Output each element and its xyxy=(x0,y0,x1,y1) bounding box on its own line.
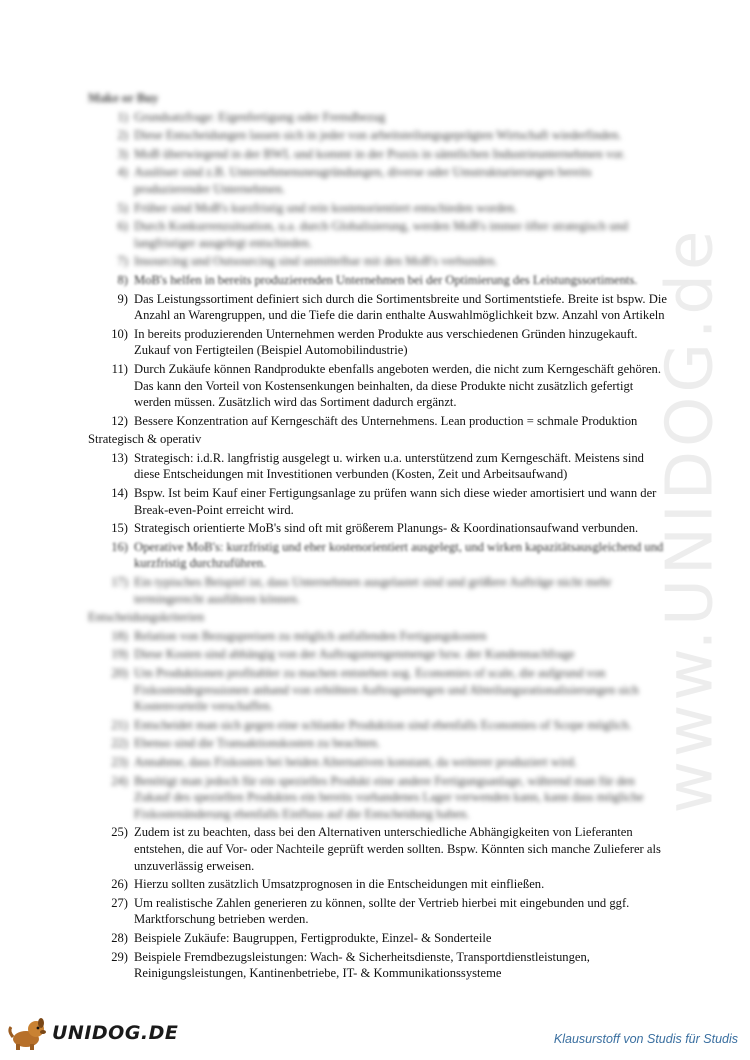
list-item xyxy=(88,326,668,359)
footer-logo xyxy=(6,1013,178,1053)
item-text: Zudem ist zu beachten, dass bei den Alternativen unterschiedliche Abhängigkeiten von Lieferanten entstehen, die auf Vor- oder Nachteile geprüft werden sollten. Bspw. Könnten sich manche Zulieferer als unzuverlässig erweisen. xyxy=(134,825,661,873)
item-text: Insourcing und Outsourcing sind unmittelbar mit den MoB's verbunden. xyxy=(134,254,498,269)
list-item xyxy=(88,291,668,324)
item-text: Entscheidet man sich gegen eine schlanke Produktion sind ebenfalls Economies of Scope möglich. xyxy=(134,717,632,732)
item-text: In bereits produzierenden Unternehmen werden Produkte aus verschiedenen Gründen hinzugekauft. Zukauf von Fertigteilen (Beispiel Automobilindustrie) xyxy=(134,326,638,358)
list-item xyxy=(88,146,668,163)
item-text: Operative MoB's: kurzfristig und eher kostenorientiert ausgelegt, und wirken kapazitätsausgleichend und kurzfristig durchzuführen. xyxy=(134,539,664,571)
item-text: Ebenso sind die Transaktionskosten zu beachten. xyxy=(134,736,381,751)
list-item xyxy=(88,109,668,126)
list-item xyxy=(88,450,668,483)
item-number: 28) xyxy=(111,930,128,945)
list-item xyxy=(88,520,668,537)
item-number: 8) xyxy=(117,272,128,287)
item-text: Auslöser sind z.B. Unternehmensneugründungen, diverse oder Umstrukturierungen bereits produzierender Unternehmen. xyxy=(134,165,592,196)
item-text: MoB überwiegend in der BWL und kommt in der Praxis in sämtlichen Industrieunternehmen vor. xyxy=(134,146,626,161)
item-text: Um realistische Zahlen generieren zu können, sollte der Vertrieb hierbei mit eingebunden und ggf. Marktforschung betrieben werden. xyxy=(134,895,630,927)
list-item xyxy=(88,539,668,572)
item-number: 15) xyxy=(111,521,128,536)
dog-mascot-icon xyxy=(6,1015,50,1051)
item-text: Durch Konkurrenzsituation, u.a. durch Globalisierung, werden MoB's immer öfter strategisch und langfristiger ausgelegt entschieden. xyxy=(134,219,629,250)
list-item xyxy=(88,824,668,874)
item-text: MoB's helfen in bereits produzierenden Unternehmen bei der Optimierung des Leistungssortiments. xyxy=(134,272,638,287)
item-number: 9) xyxy=(117,291,128,306)
item-list-make-or-buy xyxy=(88,109,668,430)
item-number: 6) xyxy=(117,219,128,234)
item-number: 23) xyxy=(111,754,128,769)
item-text: Bspw. Ist beim Kauf einer Fertigungsanlage zu prüfen wann sich diese wieder amortisiert und wann der Break-even-Point erreicht wird. xyxy=(134,486,657,517)
item-text: Diese Entscheidungen lassen sich in jeder von arbeitsteilungsgeprägten Wirtschaft wiederfinden. xyxy=(134,128,622,143)
item-number: 22) xyxy=(111,736,128,751)
item-text: Ein typisches Beispiel ist, dass Unternehmen ausgelastet sind und größere Aufträge nicht mehr termingerecht ausführen können. xyxy=(134,575,612,606)
item-number: 7) xyxy=(117,254,128,269)
item-text: Bessere Konzentration auf Kerngeschäft des Unternehmens. Lean production = schmale Produktion xyxy=(134,413,638,428)
item-number: 14) xyxy=(111,486,128,501)
item-text: Durch Zukäufe können Randprodukte ebenfalls angeboten werden, die nicht zum Kerngeschäft gehören. Das kann den Vorteil von Kostensenkungen beinhalten, da diese Produkte nicht zusätzlich gefertigt werden müssen. Zusätzlich wird das Sortiment dadurch ergänzt. xyxy=(134,361,661,410)
item-number: 13) xyxy=(111,450,128,465)
list-item xyxy=(88,361,668,411)
section-heading-strategic: Strategisch & operativ xyxy=(88,432,202,447)
footer-tagline: Klausurstoff von Studis für Studis xyxy=(553,1032,738,1046)
item-text: Beispiele Zukäufe: Baugruppen, Fertigprodukte, Einzel- & Sonderteile xyxy=(134,930,492,945)
item-number: 4) xyxy=(117,165,128,180)
item-number: 2) xyxy=(117,128,128,143)
list-item xyxy=(88,754,668,771)
section-heading-criteria: Entscheidungskriterien xyxy=(88,610,205,625)
item-text: Grundsatzfrage: Eigenfertigung oder Fremdbezug xyxy=(134,109,386,124)
item-number: 12) xyxy=(111,413,128,428)
item-list-strategic xyxy=(88,450,668,607)
section-heading-make-or-buy: Make or Buy xyxy=(88,91,159,105)
list-item xyxy=(88,773,668,823)
item-text: Annahme, dass Fixkosten bei beiden Alternativen konstant, da weiterer produziert wird. xyxy=(134,754,578,769)
item-number: 19) xyxy=(111,647,128,662)
list-item xyxy=(88,895,668,928)
list-item xyxy=(88,717,668,734)
item-text: Diese Kosten sind abhängig von der Auftragsmengenmenge bzw. der Kundennachfrage xyxy=(134,647,575,662)
item-number: 17) xyxy=(111,575,128,590)
list-item xyxy=(88,876,668,893)
item-number: 25) xyxy=(111,825,128,840)
item-number: 10) xyxy=(111,326,128,341)
list-item xyxy=(88,413,668,430)
item-text: Früher sind MoB's kurzfristig und rein kostenorientiert entschieden worden. xyxy=(134,200,518,215)
list-item xyxy=(88,200,668,217)
list-item xyxy=(88,218,668,251)
item-text: Beispiele Fremdbezugsleistungen: Wach- & Sicherheitsdienste, Transportdienstleistungen, Reinigungsleistungen, Kantinenbetriebe, IT- & Kommunikationssysteme xyxy=(134,949,590,981)
item-text: Benötigt man jedoch für ein spezielles Produkt eine andere Fertigungsanlage, während man für den Zukauf des speziellen Produktes ein bereits vorhandenes Lager verwenden kann, kann dass mögliche Fixkostenänderung ebenfalls Einfluss auf die Entscheidung haben. xyxy=(134,773,644,821)
list-item xyxy=(88,272,668,289)
item-text: Das Leistungssortiment definiert sich durch die Sortimentsbreite und Sortimentstiefe. Breite ist bspw. Die Anzahl an Warengruppen, und die Tiefe die darin enthalte Auswahlmöglichkeit bzw. Anzahl von Artikeln xyxy=(134,291,667,323)
item-text: Relation von Bezugspreisen zu möglich anfallenden Fertigungskosten xyxy=(134,628,487,643)
item-number: 27) xyxy=(111,895,128,910)
list-item xyxy=(88,949,668,982)
item-number: 3) xyxy=(117,146,128,161)
item-number: 26) xyxy=(111,877,128,892)
list-item xyxy=(88,930,668,947)
item-number: 18) xyxy=(111,628,128,643)
item-number: 24) xyxy=(111,773,128,788)
list-item xyxy=(88,574,668,607)
item-number: 1) xyxy=(117,109,128,124)
list-item xyxy=(88,485,668,518)
list-item xyxy=(88,665,668,715)
item-text: Strategisch: i.d.R. langfristig ausgelegt u. wirken u.a. unterstützend zum Kerngeschäft. Meistens sind diese Entscheidungen mit Investitionen verbunden (Kosten, Zeit und Arbeitsaufwand) xyxy=(134,450,644,482)
list-item xyxy=(88,127,668,144)
item-list-criteria xyxy=(88,628,668,982)
item-text: Strategisch orientierte MoB's sind oft mit größerem Planungs- & Koordinationsaufwand verbunden. xyxy=(134,521,639,536)
item-number: 5) xyxy=(117,200,128,215)
item-number: 21) xyxy=(111,717,128,732)
item-number: 11) xyxy=(111,361,128,376)
item-number: 16) xyxy=(111,539,128,554)
list-item xyxy=(88,628,668,645)
list-item xyxy=(88,735,668,752)
watermark-text: www.UNIDOG.de xyxy=(653,226,727,814)
item-text: Hierzu sollten zusätzlich Umsatzprognosen in die Entscheidungen mit einfließen. xyxy=(134,877,545,892)
list-item xyxy=(88,164,668,197)
item-number: 29) xyxy=(111,949,128,964)
document-body xyxy=(88,90,668,984)
item-text: Um Produktionen profitabler zu machen entstehen sog. Economies of scale, die aufgrund von Fixkostendegressionen anhand von erhöhten Auftragsmengen und Abteilungsrationalisierungen sich Kostenvorteile verschaffen. xyxy=(134,666,639,714)
list-item xyxy=(88,646,668,663)
item-number: 20) xyxy=(111,666,128,680)
list-item xyxy=(88,253,668,270)
logo-text: UNIDOG.DE xyxy=(52,1022,179,1044)
